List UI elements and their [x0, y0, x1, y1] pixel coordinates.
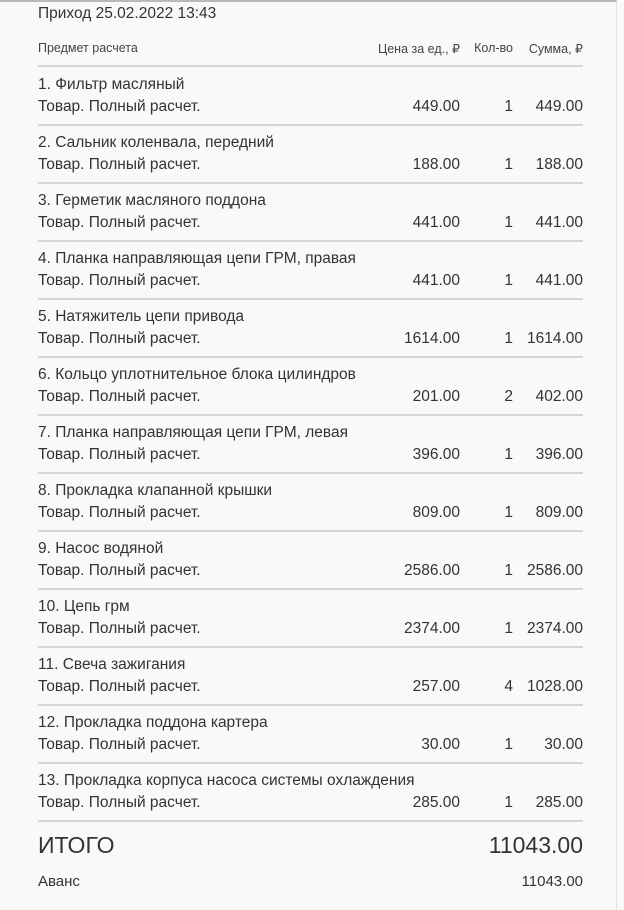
item-name: 1. Фильтр масляный — [38, 76, 185, 93]
item-name: 7. Планка направляющая цепи ГРМ, левая — [38, 424, 348, 441]
item-type: Товар. Полный расчет. — [38, 156, 201, 173]
item-sum: 441.00 — [535, 272, 583, 289]
item-type: Товар. Полный расчет. — [38, 620, 201, 637]
item-qty: 1 — [504, 272, 513, 289]
item-type: Товар. Полный расчет. — [38, 214, 201, 231]
item-name: 2. Сальник коленвала, передний — [38, 134, 274, 151]
item-name: 4. Планка направляющая цепи ГРМ, правая — [38, 250, 356, 267]
item-type: Товар. Полный расчет. — [38, 562, 201, 579]
item-price: 2586.00 — [403, 562, 460, 579]
item-price: 441.00 — [412, 272, 460, 289]
list-item — [38, 126, 583, 184]
item-qty: 1 — [504, 156, 513, 173]
item-name: 8. Прокладка клапанной крышки — [38, 482, 273, 499]
item-type: Товар. Полный расчет. — [38, 98, 201, 115]
list-item — [38, 474, 583, 532]
advance-row — [38, 873, 583, 893]
list-item — [38, 764, 583, 822]
item-sum: 2586.00 — [526, 562, 583, 579]
column-header-qty: Кол-во — [474, 41, 513, 55]
item-sum: 441.00 — [535, 214, 583, 231]
list-item — [38, 358, 583, 416]
total-row — [38, 832, 583, 862]
item-sum: 2374.00 — [526, 620, 583, 637]
total-value: 11043.00 — [488, 832, 583, 858]
item-name: 12. Прокладка поддона картера — [38, 714, 268, 731]
list-item — [38, 532, 583, 590]
item-sum: 1614.00 — [526, 330, 583, 347]
item-name: 9. Насос водяной — [38, 540, 164, 557]
receipt-title: Приход 25.02.2022 13:43 — [38, 5, 217, 22]
item-price: 809.00 — [412, 504, 460, 521]
item-type: Товар. Полный расчет. — [38, 272, 201, 289]
item-sum: 396.00 — [535, 446, 583, 463]
item-qty: 1 — [504, 620, 513, 637]
item-qty: 4 — [504, 678, 513, 695]
item-sum: 809.00 — [535, 504, 583, 521]
item-type: Товар. Полный расчет. — [38, 736, 201, 753]
total-label: ИТОГО — [38, 832, 115, 858]
list-item — [38, 416, 583, 474]
item-qty: 1 — [504, 504, 513, 521]
item-price: 285.00 — [412, 794, 460, 811]
item-type: Товар. Полный расчет. — [38, 678, 201, 695]
item-price: 441.00 — [412, 214, 460, 231]
item-price: 188.00 — [412, 156, 460, 173]
list-item — [38, 68, 583, 126]
item-qty: 2 — [504, 388, 513, 405]
list-item — [38, 242, 583, 300]
item-qty: 1 — [504, 794, 513, 811]
list-item — [38, 590, 583, 648]
item-qty: 1 — [504, 214, 513, 231]
item-price: 30.00 — [421, 736, 460, 753]
list-item — [38, 184, 583, 242]
item-qty: 1 — [504, 562, 513, 579]
item-sum: 1028.00 — [526, 678, 583, 695]
item-name: 5. Натяжитель цепи привода — [38, 308, 245, 325]
item-name: 6. Кольцо уплотнительное блока цилиндров — [38, 366, 356, 383]
item-qty: 1 — [504, 98, 513, 115]
item-type: Товар. Полный расчет. — [38, 330, 201, 347]
list-item — [38, 648, 583, 706]
item-qty: 1 — [504, 736, 513, 753]
item-price: 2374.00 — [403, 620, 460, 637]
item-sum: 402.00 — [535, 388, 583, 405]
list-item — [38, 300, 583, 358]
item-name: 3. Герметик масляного поддона — [38, 192, 266, 209]
item-type: Товар. Полный расчет. — [38, 446, 201, 463]
item-sum: 449.00 — [535, 98, 583, 115]
item-price: 396.00 — [412, 446, 460, 463]
list-item — [38, 706, 583, 764]
column-header-sum: Сумма, ₽ — [528, 42, 583, 56]
column-header-name: Предмет расчета — [38, 41, 138, 55]
item-price: 201.00 — [412, 388, 460, 405]
item-qty: 1 — [504, 330, 513, 347]
header-divider — [38, 65, 583, 67]
column-header-row — [38, 41, 583, 59]
item-name: 11. Свеча зажигания — [38, 656, 186, 673]
item-type: Товар. Полный расчет. — [38, 794, 201, 811]
advance-value: 11043.00 — [521, 873, 583, 890]
column-header-price: Цена за ед., ₽ — [377, 42, 460, 56]
item-type: Товар. Полный расчет. — [38, 388, 201, 405]
item-price: 449.00 — [412, 98, 460, 115]
item-type: Товар. Полный расчет. — [38, 504, 201, 521]
advance-label: Аванс — [38, 873, 80, 890]
item-price: 257.00 — [412, 678, 460, 695]
items-list — [38, 68, 583, 822]
item-sum: 188.00 — [535, 156, 583, 173]
item-qty: 1 — [504, 446, 513, 463]
item-name: 13. Прокладка корпуса насоса системы охлаждения — [38, 772, 415, 789]
item-sum: 285.00 — [535, 794, 583, 811]
item-name: 10. Цепь грм — [38, 598, 130, 615]
item-price: 1614.00 — [403, 330, 460, 347]
item-sum: 30.00 — [544, 736, 583, 753]
